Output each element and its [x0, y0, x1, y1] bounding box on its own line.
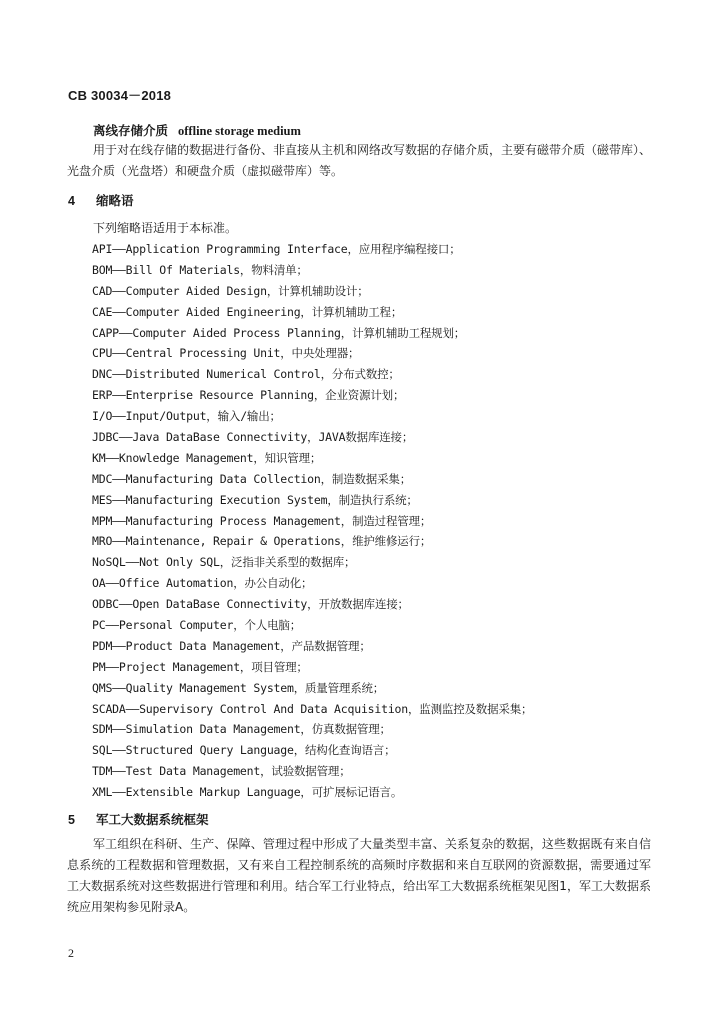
abbreviation-item: SCADA——Supervisory Control And Data Acquisition，监测监控及数据采集；: [92, 701, 533, 716]
abbreviation-item: MES——Manufacturing Execution System，制造执行系统；: [92, 492, 418, 507]
abbreviation-item: MPM——Manufacturing Process Management，制造过程管理；: [92, 513, 432, 528]
abbreviation-item: I/O——Input/Output，输入/输出；: [92, 409, 281, 424]
abbreviation-item: PM——Project Management，项目管理；: [92, 659, 308, 674]
abbreviation-item: QMS——Quality Management System，质量管理系统；: [92, 680, 385, 695]
abbreviation-item: ODBC——Open DataBase Connectivity，开放数据库连接；: [92, 597, 409, 612]
abbreviation-item: CPU——Central Processing Unit，中央处理器；: [92, 346, 360, 361]
section-4-title: 缩略语: [96, 193, 134, 208]
section-4-intro: 下列缩略语适用于本标准。: [93, 221, 238, 235]
section-5-paragraph: 军工组织在科研、生产、保障、管理过程中形成了大量类型丰富、关系复杂的数据，这些数据既有来自信息系统的工程数据和管理数据，又有来自工程控制系统的高频时序数据和来自互联网的资源数据，需要通过军工大数据系统对这些数据进行管理和利用。结合军工行业特点，给出军工大数据系统框架见图1，军工大数据系统应用架构参见附录A。: [67, 837, 651, 914]
abbreviation-item: JDBC——Java DataBase Connectivity，JAVA数据库连接；: [92, 430, 414, 445]
section-5-number: 5: [68, 813, 75, 827]
abbreviation-item: CAPP——Computer Aided Process Planning，计算机辅助工程规划；: [92, 325, 466, 340]
section-4-number: 4: [68, 194, 75, 208]
abbreviation-item: XML——Extensible Markup Language，可扩展标记语言。: [92, 785, 403, 800]
abbreviation-item: SDM——Simulation Data Management，仿真数据管理；: [92, 722, 391, 737]
abbreviation-item: BOM——Bill Of Materials，物料清单；: [92, 262, 308, 277]
section-5-heading: [68, 810, 209, 828]
abbreviation-item: API——Application Programming Interface，应用程序编程接口；: [92, 242, 461, 256]
term-title: [93, 121, 301, 139]
abbreviation-item: SQL——Structured Query Language，结构化查询语言；: [92, 743, 396, 758]
section-5-title: 军工大数据系统框架: [96, 812, 209, 827]
abbreviation-item: MRO——Maintenance, Repair & Operations，维护维修运行；: [92, 534, 432, 549]
abbreviation-item: MDC——Manufacturing Data Collection，制造数据采集；: [92, 471, 412, 486]
term-definition: 用于对在线存储的数据进行备份、非直接从主机和网络改写数据的存储介质，主要有磁带介质（磁带库）、光盘介质（光盘塔）和硬盘介质（虚拟磁带库）等。: [67, 143, 652, 178]
page-number: 2: [68, 946, 74, 960]
term-title-cn: 离线存储介质: [93, 123, 169, 138]
abbreviation-item: DNC——Distributed Numerical Control，分布式数控；: [92, 367, 400, 382]
abbreviation-item: CAD——Computer Aided Design，计算机辅助设计；: [92, 283, 369, 298]
abbreviation-item: NoSQL——Not Only SQL，泛指非关系型的数据库；: [92, 555, 356, 570]
standard-code: CB 30034－2018: [68, 88, 172, 103]
abbreviation-item: CAE——Computer Aided Engineering，计算机辅助工程；: [92, 304, 403, 319]
abbreviation-item: TDM——Test Data Management，试验数据管理；: [92, 764, 351, 779]
section-4-heading: [68, 191, 134, 209]
abbreviation-item: PDM——Product Data Management，产品数据管理；: [92, 638, 371, 653]
abbreviation-item: OA——Office Automation，办公自动化；: [92, 576, 313, 591]
term-title-en: offline storage medium: [178, 124, 301, 138]
abbreviation-item: KM——Knowledge Management，知识管理；: [92, 450, 322, 465]
abbreviation-list: [92, 239, 532, 803]
abbreviation-item: ERP——Enterprise Resource Planning，企业资源计划；: [92, 388, 405, 403]
abbreviation-item: PC——Personal Computer，个人电脑；: [92, 618, 301, 633]
